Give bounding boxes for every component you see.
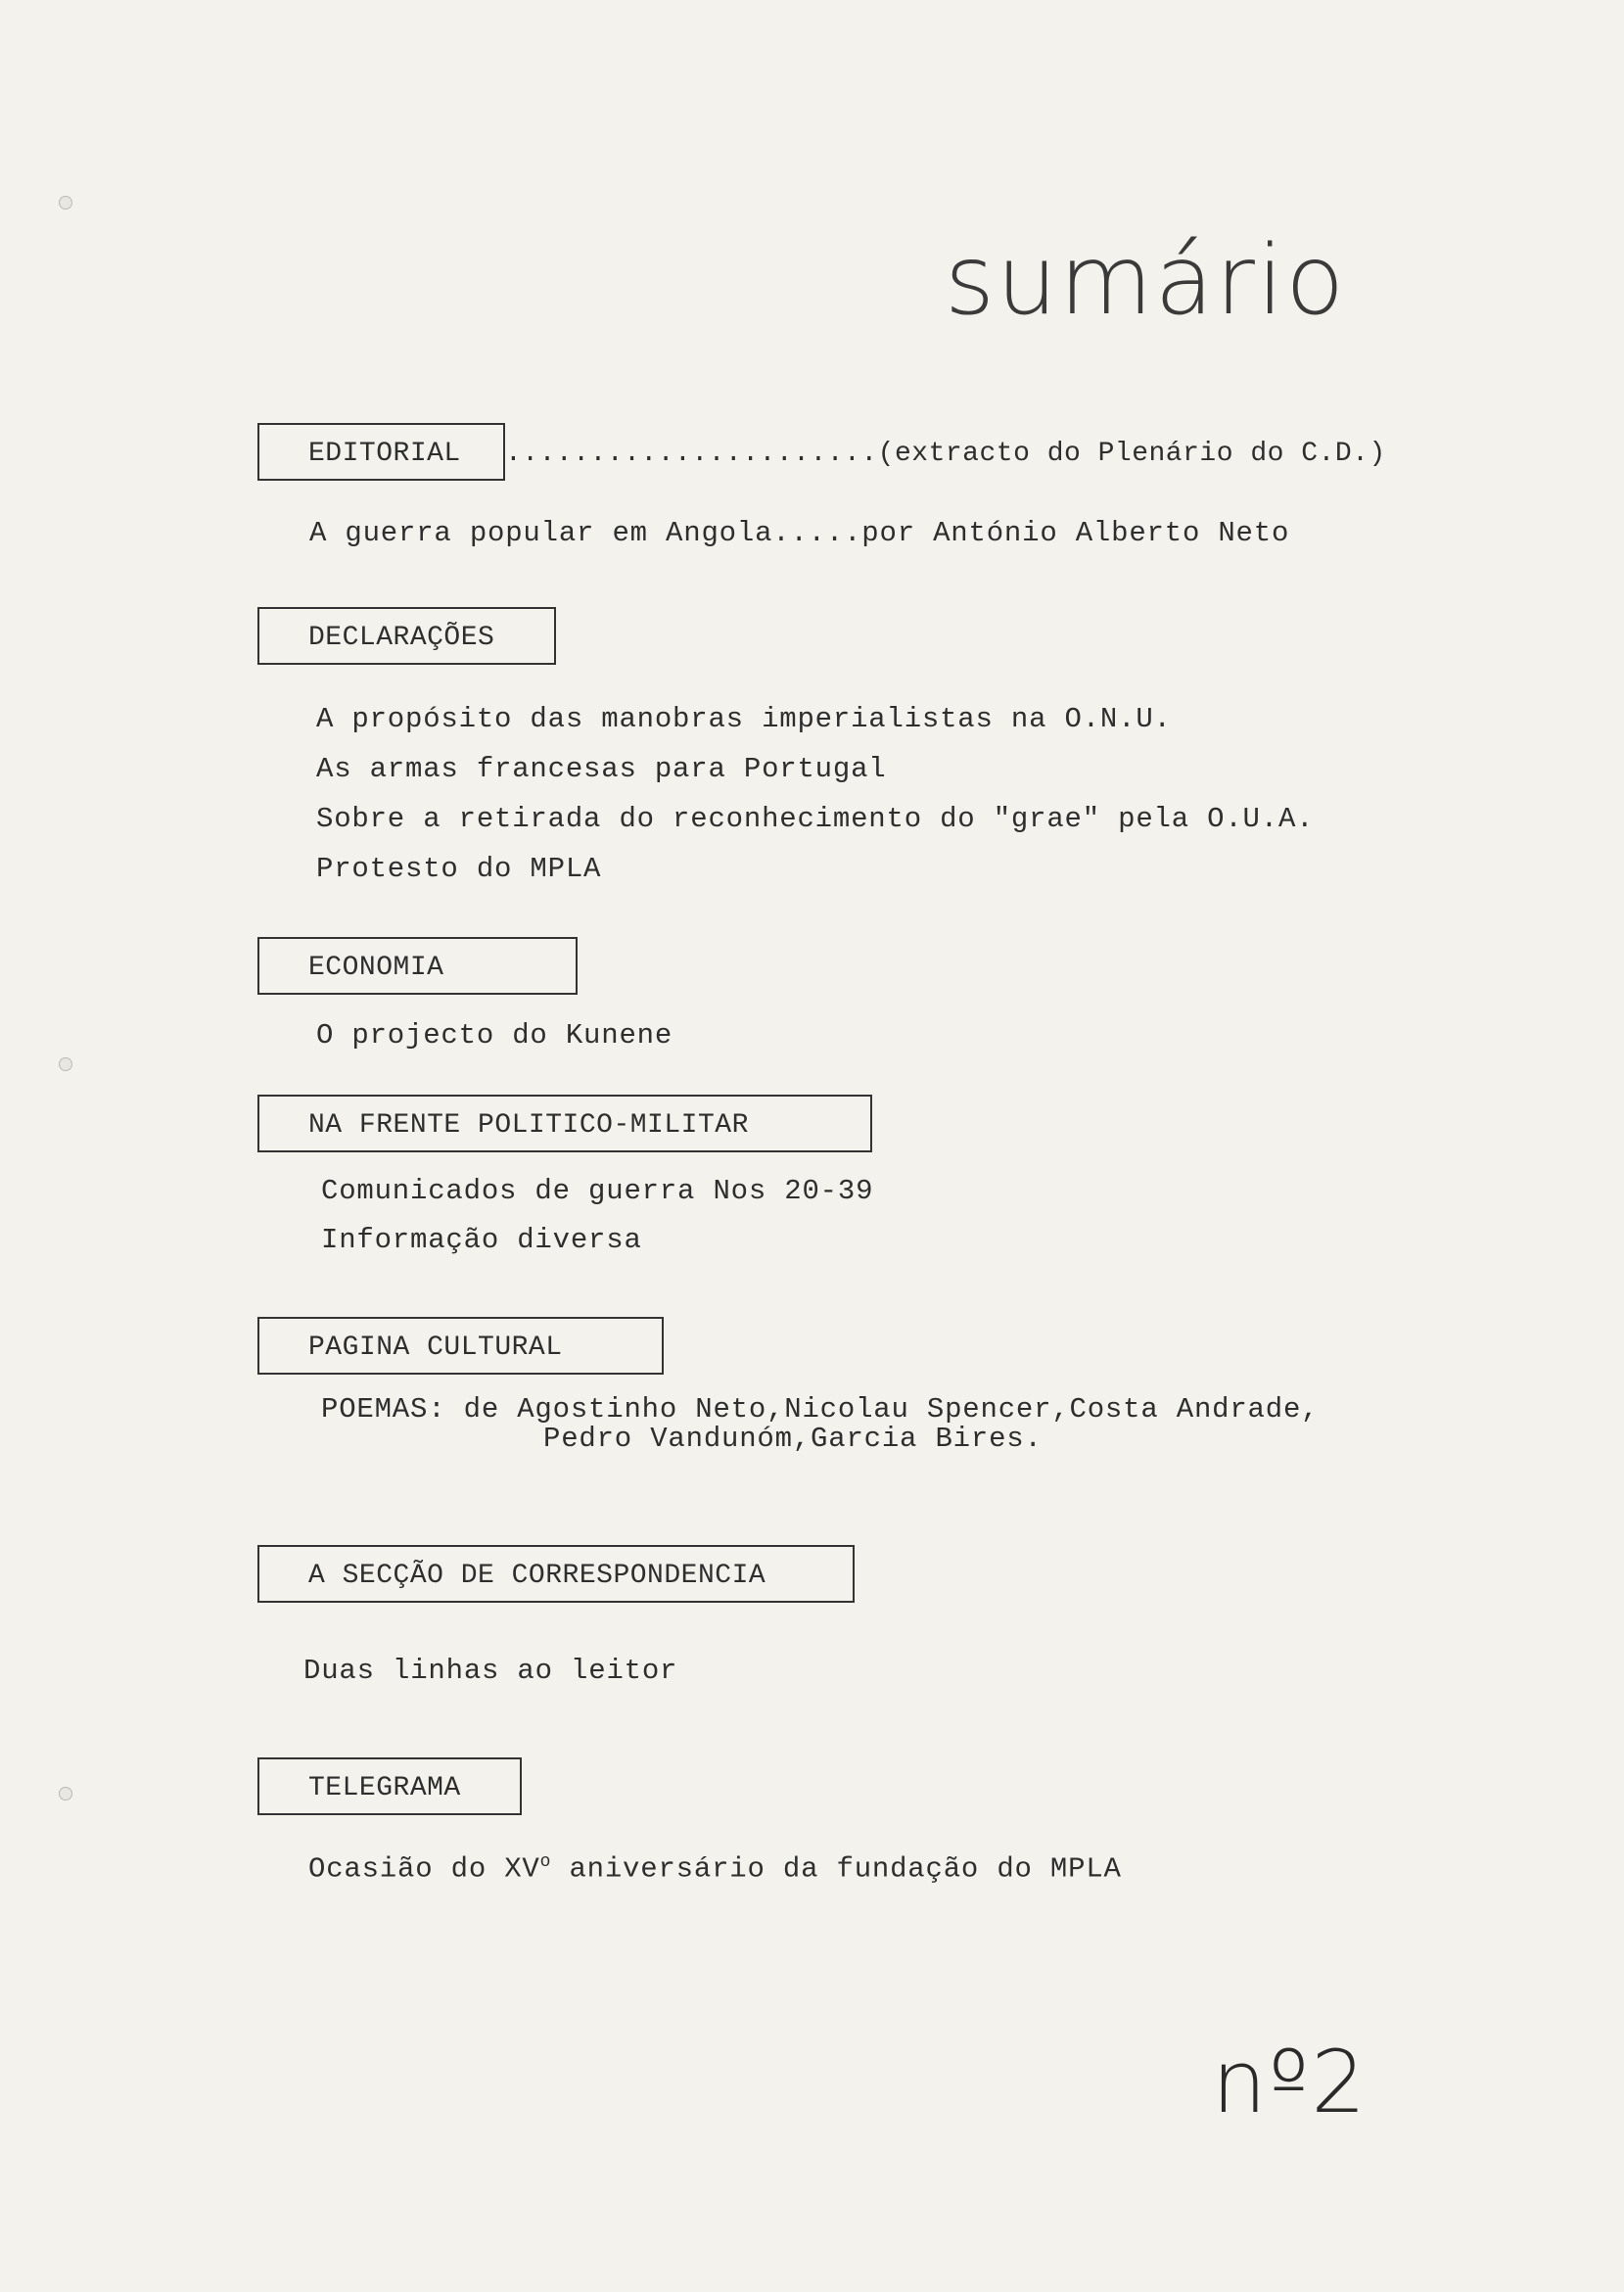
section-label-box	[257, 423, 505, 481]
punch-hole	[59, 196, 72, 210]
list-item: A propósito das manobras imperialistas na O.N.U.	[316, 703, 1172, 735]
list-item: A guerra popular em Angola.....por António Alberto Neto	[309, 517, 1290, 549]
section-label: DECLARAÇÕES	[308, 623, 495, 653]
section-label: TELEGRAMA	[308, 1773, 461, 1803]
list-item: Comunicados de guerra Nos 20-39	[321, 1175, 874, 1207]
section-frente-politico-militar	[257, 1095, 872, 1152]
page-title: sumário	[945, 225, 1347, 337]
section-label: EDITORIAL	[308, 439, 461, 469]
list-item: Ocasião do $XV^o$ aniversário da fundação do MPLA	[308, 1852, 1122, 1886]
punch-hole	[59, 1057, 72, 1071]
section-label-box	[257, 1545, 855, 1603]
section-pagina-cultural	[257, 1317, 664, 1375]
section-declaracoes	[257, 607, 556, 665]
section-economia	[257, 937, 578, 995]
section-label: A SECÇÃO DE CORRESPONDENCIA	[308, 1561, 766, 1591]
list-item: Pedro Vandunóm,Garcia Bires.	[543, 1423, 1043, 1455]
list-item: POEMAS: de Agostinho Neto,Nicolau Spencer,Costa Andrade,	[321, 1393, 1320, 1426]
section-label: NA FRENTE POLITICO-MILITAR	[308, 1110, 749, 1141]
list-item: As armas francesas para Portugal	[316, 753, 887, 785]
section-correspondencia	[257, 1545, 855, 1603]
section-editorial	[257, 423, 1386, 481]
list-item: Duas linhas ao leitor	[303, 1655, 678, 1687]
issue-number: nº2	[1212, 2032, 1369, 2132]
section-label-box	[257, 1317, 664, 1375]
list-item: Sobre a retirada do reconhecimento do "grae" pela O.U.A.	[316, 803, 1315, 835]
section-label-box	[257, 937, 578, 995]
section-label-box	[257, 1095, 872, 1152]
section-suffix: ......................(extracto do Plenário do C.D.)	[505, 439, 1386, 469]
section-label-box	[257, 607, 556, 665]
section-label-box	[257, 1757, 522, 1815]
list-item: Protesto do MPLA	[316, 853, 602, 885]
section-telegrama	[257, 1757, 522, 1815]
list-item: O projecto do Kunene	[316, 1019, 673, 1052]
punch-hole	[59, 1787, 72, 1801]
list-item: Informação diversa	[321, 1224, 642, 1256]
section-label: ECONOMIA	[308, 953, 444, 983]
section-label: PAGINA CULTURAL	[308, 1333, 563, 1363]
